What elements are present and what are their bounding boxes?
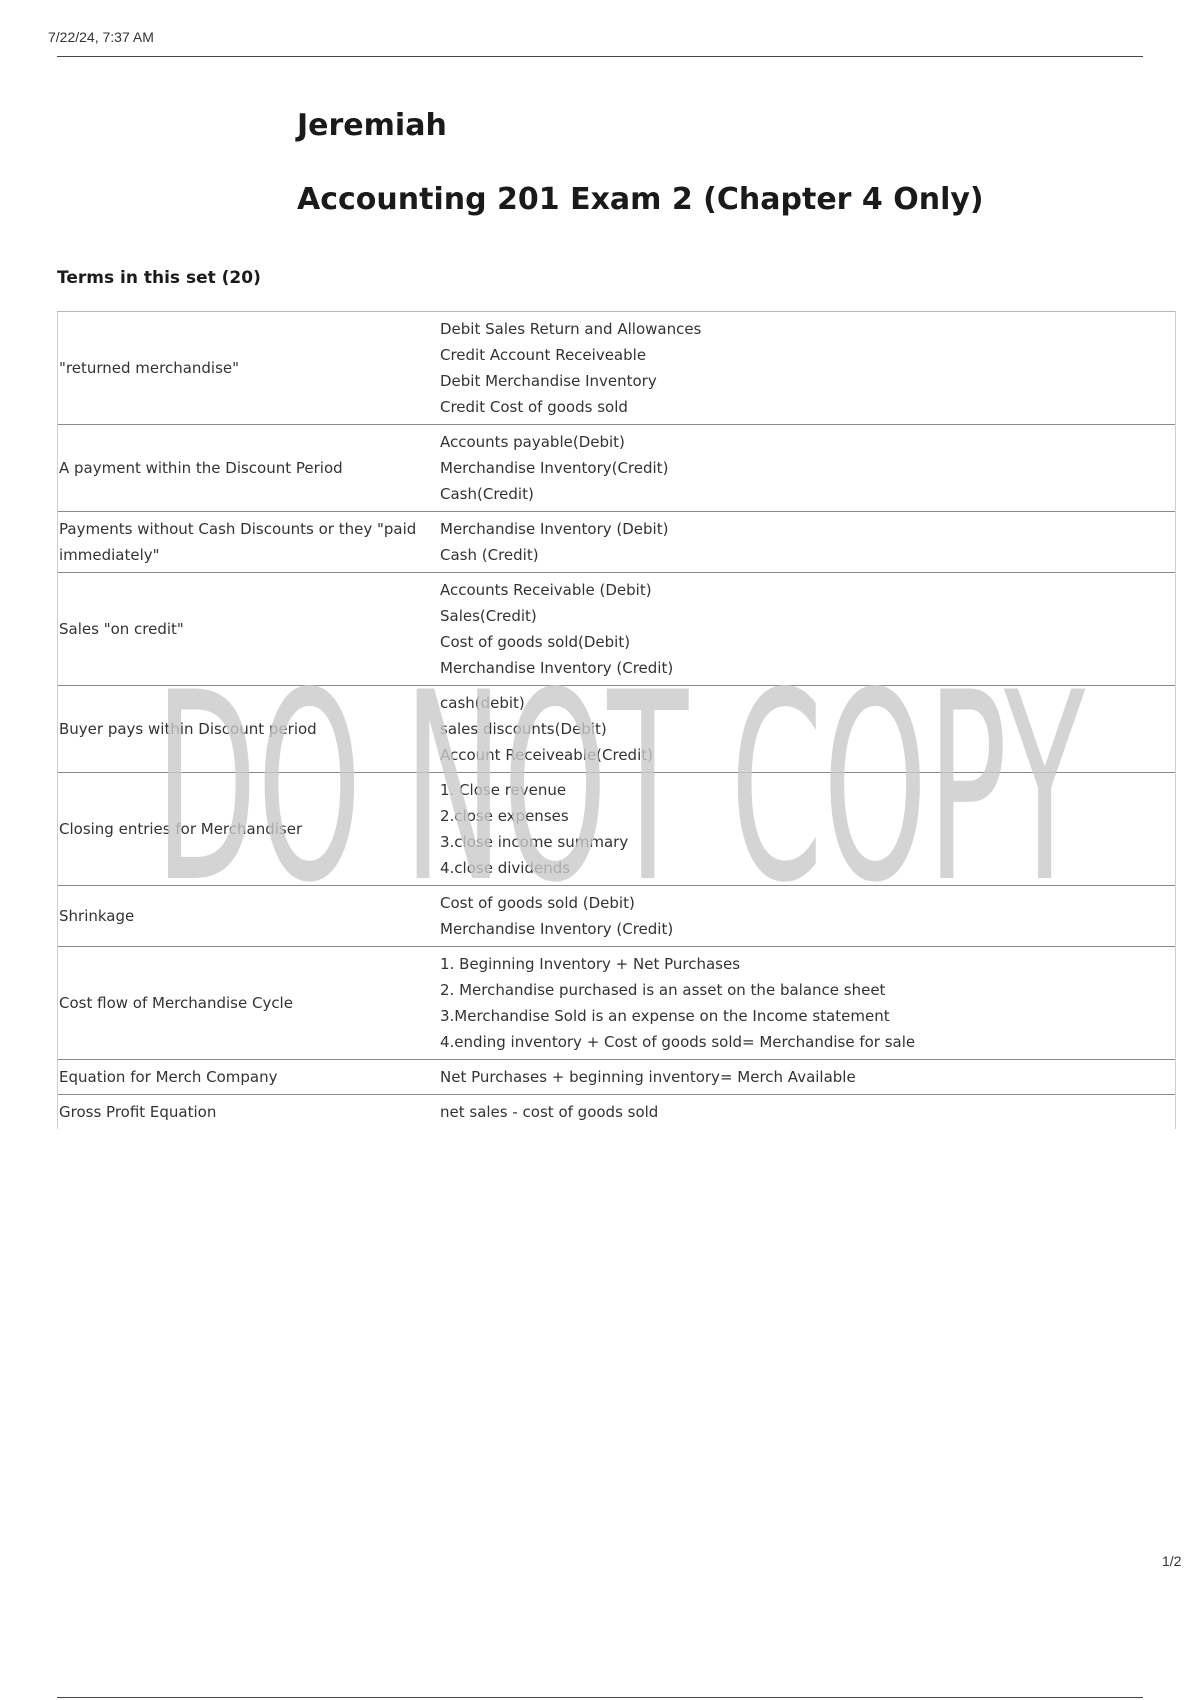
definition-line: Accounts payable(Debit) bbox=[440, 433, 625, 451]
definition-line: Net Purchases + beginning inventory= Merch Available bbox=[440, 1068, 856, 1086]
term-text: Buyer pays within Discount period bbox=[59, 720, 317, 738]
definition-cell bbox=[440, 512, 1176, 573]
term-cell bbox=[58, 512, 441, 573]
definition-line: Account Receiveable(Credit) bbox=[440, 746, 653, 764]
watermark-text: DO NOT COPY bbox=[155, 660, 1087, 890]
terms-count-heading: Terms in this set (20) bbox=[57, 268, 261, 288]
definition-line: Merchandise Inventory (Credit) bbox=[440, 659, 674, 677]
term-text: Gross Profit Equation bbox=[59, 1103, 217, 1121]
definition-cell bbox=[440, 686, 1176, 773]
term-row bbox=[58, 1060, 1176, 1095]
definition-line: Cash (Credit) bbox=[440, 546, 539, 564]
definition-line: net sales - cost of goods sold bbox=[440, 1103, 659, 1121]
definition-line: Accounts Receivable (Debit) bbox=[440, 581, 652, 599]
definition-line: Debit Sales Return and Allowances bbox=[440, 320, 702, 338]
terms-table-body bbox=[58, 312, 1176, 1130]
term-row bbox=[58, 773, 1176, 886]
term-row bbox=[58, 686, 1176, 773]
terms-table bbox=[57, 311, 1176, 1129]
definition-line: Cost of goods sold (Debit) bbox=[440, 894, 635, 912]
definition-line: 4.close dividends bbox=[440, 859, 571, 877]
term-text: Cost flow of Merchandise Cycle bbox=[59, 994, 293, 1012]
definition-line: 4.ending inventory + Cost of goods sold= Merchandise for sale bbox=[440, 1033, 916, 1051]
definition-line: Credit Cost of goods sold bbox=[440, 398, 628, 416]
definition-cell bbox=[440, 886, 1176, 947]
definition-line: Sales(Credit) bbox=[440, 607, 537, 625]
term-cell bbox=[58, 686, 441, 773]
definition-cell bbox=[440, 947, 1176, 1060]
term-row bbox=[58, 886, 1176, 947]
definition-line: cash(debit) bbox=[440, 694, 525, 712]
term-cell bbox=[58, 425, 441, 512]
term-cell bbox=[58, 1060, 441, 1095]
term-text: Shrinkage bbox=[59, 907, 135, 925]
term-row bbox=[58, 512, 1176, 573]
term-row bbox=[58, 947, 1176, 1060]
page-title: Accounting 201 Exam 2 (Chapter 4 Only) bbox=[297, 182, 984, 217]
definition-line: Merchandise Inventory (Credit) bbox=[440, 920, 674, 938]
header-divider bbox=[57, 56, 1143, 57]
definition-cell bbox=[440, 573, 1176, 686]
definition-line: Credit Account Receiveable bbox=[440, 346, 647, 364]
definition-line: 3.close income summary bbox=[440, 833, 629, 851]
footer-divider bbox=[57, 1697, 1143, 1698]
definition-line: 3.Merchandise Sold is an expense on the Income statement bbox=[440, 1007, 890, 1025]
definition-line: 1. Close revenue bbox=[440, 781, 567, 799]
page-number: 1/2 bbox=[1162, 1553, 1182, 1569]
set-author: Jeremiah bbox=[297, 108, 447, 143]
term-row bbox=[58, 573, 1176, 686]
term-text: Equation for Merch Company bbox=[59, 1068, 278, 1086]
term-text: Payments without Cash Discounts or they "paid immediately" bbox=[59, 520, 417, 564]
term-row bbox=[58, 1095, 1176, 1130]
term-row bbox=[58, 425, 1176, 512]
definition-line: Debit Merchandise Inventory bbox=[440, 372, 657, 390]
term-cell bbox=[58, 573, 441, 686]
term-cell bbox=[58, 947, 441, 1060]
definition-line: Merchandise Inventory (Debit) bbox=[440, 520, 669, 538]
term-cell bbox=[58, 1095, 441, 1130]
definition-cell bbox=[440, 773, 1176, 886]
definition-line: Merchandise Inventory(Credit) bbox=[440, 459, 669, 477]
definition-line: sales discounts(Debit) bbox=[440, 720, 607, 738]
print-timestamp: 7/22/24, 7:37 AM bbox=[48, 29, 154, 45]
term-text: Sales "on credit" bbox=[59, 620, 184, 638]
definition-cell bbox=[440, 425, 1176, 512]
term-cell bbox=[58, 886, 441, 947]
term-cell bbox=[58, 773, 441, 886]
definition-line: 2. Merchandise purchased is an asset on the balance sheet bbox=[440, 981, 886, 999]
definition-line: 2.close expenses bbox=[440, 807, 569, 825]
term-text: Closing entries for Merchandiser bbox=[59, 820, 303, 838]
definition-cell bbox=[440, 1095, 1176, 1130]
definition-line: Cash(Credit) bbox=[440, 485, 534, 503]
term-text: A payment within the Discount Period bbox=[59, 459, 343, 477]
definition-line: 1. Beginning Inventory + Net Purchases bbox=[440, 955, 741, 973]
term-row bbox=[58, 312, 1176, 425]
definition-cell bbox=[440, 312, 1176, 425]
term-text: "returned merchandise" bbox=[59, 359, 240, 377]
term-cell bbox=[58, 312, 441, 425]
definition-line: Cost of goods sold(Debit) bbox=[440, 633, 631, 651]
definition-cell bbox=[440, 1060, 1176, 1095]
